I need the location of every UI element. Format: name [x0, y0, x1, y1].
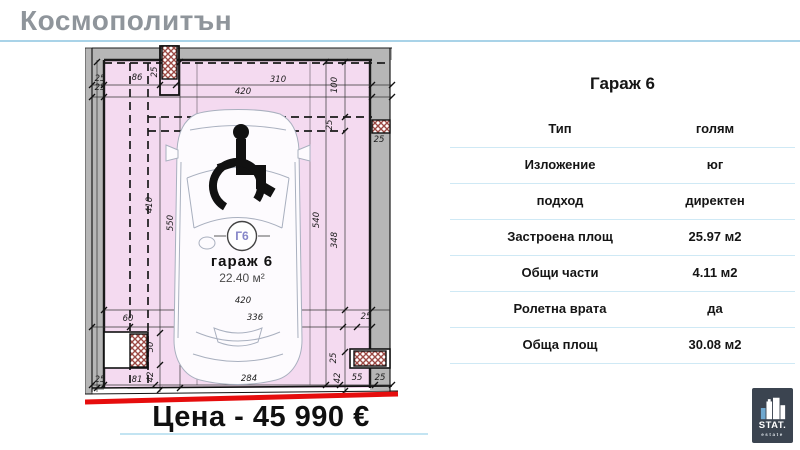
dimension-label: 410: [145, 196, 155, 214]
row-label: Общи части: [521, 265, 599, 280]
unit-code-label: Г6: [235, 229, 249, 243]
dimension-label: 50: [146, 341, 156, 353]
dimension-label: 42: [333, 372, 343, 384]
table-row: [450, 220, 795, 256]
row-label: Обща площ: [522, 337, 598, 352]
table-row: [450, 256, 795, 292]
table-row: [450, 148, 795, 184]
dimension-label: 550: [166, 214, 176, 232]
dimension-label: 25: [374, 373, 386, 383]
price-label: Цена - 45 990 €: [152, 401, 370, 433]
details-table: [450, 112, 795, 364]
dimension-label: 420: [234, 296, 252, 306]
logo-sub: estate: [761, 431, 784, 437]
dimension-label: 540: [312, 211, 322, 229]
dimension-label: 25: [94, 83, 106, 93]
dimension-label: 42: [146, 371, 156, 383]
details-panel: [450, 74, 795, 364]
logo-brand: STAT.: [758, 420, 787, 432]
dimension-label: 25: [373, 135, 385, 145]
dimension-label: 81: [131, 375, 143, 385]
dimension-label: 25: [360, 312, 372, 322]
table-row: [450, 292, 795, 328]
dimension-label: 25: [150, 66, 160, 78]
dimension-label: 25: [94, 74, 106, 84]
details-title: Гараж 6: [590, 74, 655, 93]
row-value: 25.97 м2: [688, 229, 742, 244]
header-divider: [0, 40, 800, 42]
dimension-label: 310: [269, 75, 287, 85]
dimension-label: 25: [325, 119, 335, 131]
dimension-label: 86: [131, 73, 143, 83]
dimension-label: 348: [330, 231, 340, 249]
dimension-label: 60: [122, 314, 134, 324]
row-label: Застроена площ: [507, 229, 613, 244]
dimension-label: 336: [246, 313, 264, 323]
unit-name-label: гараж 6: [210, 253, 274, 270]
row-value: 30.08 м2: [688, 337, 742, 352]
floor-plan: [85, 45, 400, 405]
dimension-label: 420: [234, 87, 252, 97]
buildings-icon: [759, 396, 787, 420]
page-title: Космополитън: [20, 5, 233, 36]
table-row: [450, 328, 795, 364]
table-row: [450, 184, 795, 220]
row-label: Ролетна врата: [513, 301, 607, 316]
row-label: подход: [536, 193, 584, 208]
row-value: юг: [706, 157, 724, 172]
stat-estate-logo: [752, 388, 793, 443]
row-value: да: [707, 301, 723, 316]
table-row: [450, 112, 795, 148]
dimension-label: 25: [329, 352, 339, 364]
dimension-label: 284: [240, 374, 258, 384]
unit-area-label: 22.40 м²: [219, 271, 265, 285]
row-label: Тип: [548, 121, 572, 136]
row-value: голям: [695, 121, 735, 136]
dimension-label: 55: [351, 373, 363, 383]
price-divider: [120, 433, 428, 435]
row-value: директен: [685, 193, 745, 208]
dimension-label: 25: [94, 375, 106, 385]
row-label: Изложение: [524, 157, 596, 172]
row-value: 4.11 м2: [692, 265, 738, 280]
dimension-label: 100: [330, 76, 340, 94]
